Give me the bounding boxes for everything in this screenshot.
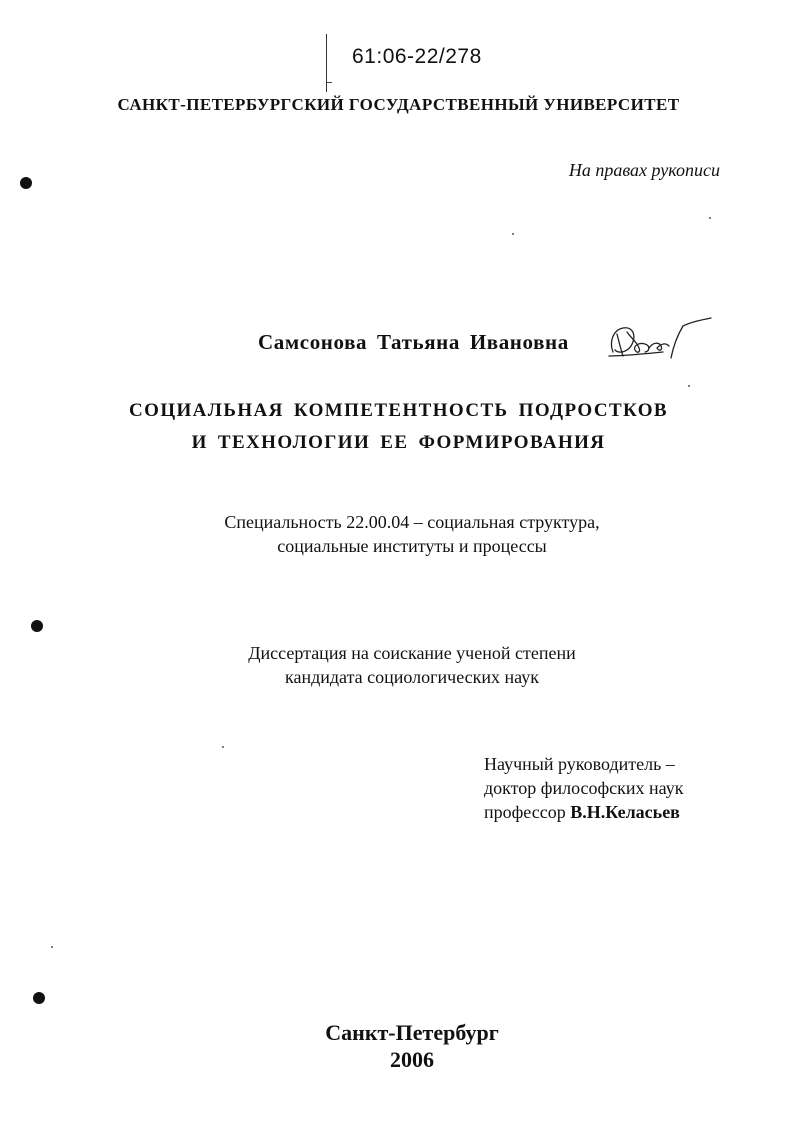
stamp-tick-mark — [327, 82, 332, 83]
supervisor-name: В.Н.Келасьев — [570, 802, 680, 822]
specialty-line-1: Специальность 22.00.04 – социальная структура, — [224, 512, 600, 532]
footer-block — [0, 1019, 797, 1073]
supervisor-line-1: Научный руководитель – — [484, 754, 675, 774]
dissertation-title — [0, 395, 797, 459]
scan-speck — [709, 217, 711, 219]
scan-speck — [512, 233, 514, 235]
scan-speck — [51, 946, 53, 948]
specialty-block — [0, 510, 797, 558]
specialty-line-2: социальные институты и процессы — [277, 536, 547, 556]
stamp-margin-line — [326, 34, 327, 92]
title-line-1: СОЦИАЛЬНАЯ КОМПЕТЕНТНОСТЬ ПОДРОСТКОВ — [129, 400, 668, 421]
title-line-2: И ТЕХНОЛОГИИ ЕЕ ФОРМИРОВАНИЯ — [191, 432, 606, 453]
scan-speck — [688, 385, 690, 387]
supervisor-line-3 — [484, 800, 684, 824]
punch-hole-middle — [31, 620, 43, 632]
rights-note: На правах рукописи — [568, 160, 720, 180]
supervisor-line-2: доктор философских наук — [484, 778, 684, 798]
footer-year: 2006 — [390, 1047, 434, 1072]
supervisor-title: профессор — [484, 802, 566, 822]
university-name: САНКТ-ПЕТЕРБУРГСКИЙ ГОСУДАРСТВЕННЫЙ УНИВЕРСИТЕТ — [117, 95, 680, 114]
scan-speck — [222, 746, 224, 748]
punch-hole-top — [20, 177, 32, 189]
handwritten-signature — [603, 312, 715, 368]
supervisor-block — [484, 752, 684, 824]
author-name: Самсонова Татьяна Ивановна — [258, 330, 569, 354]
archive-stamp-code: 61:06-22/278 — [352, 45, 482, 68]
footer-city: Санкт-Петербург — [325, 1020, 499, 1045]
punch-hole-bottom — [33, 992, 45, 1004]
degree-line-1: Диссертация на соискание ученой степени — [248, 643, 576, 663]
degree-block — [0, 641, 797, 689]
degree-line-2: кандидата социологических наук — [285, 667, 539, 687]
